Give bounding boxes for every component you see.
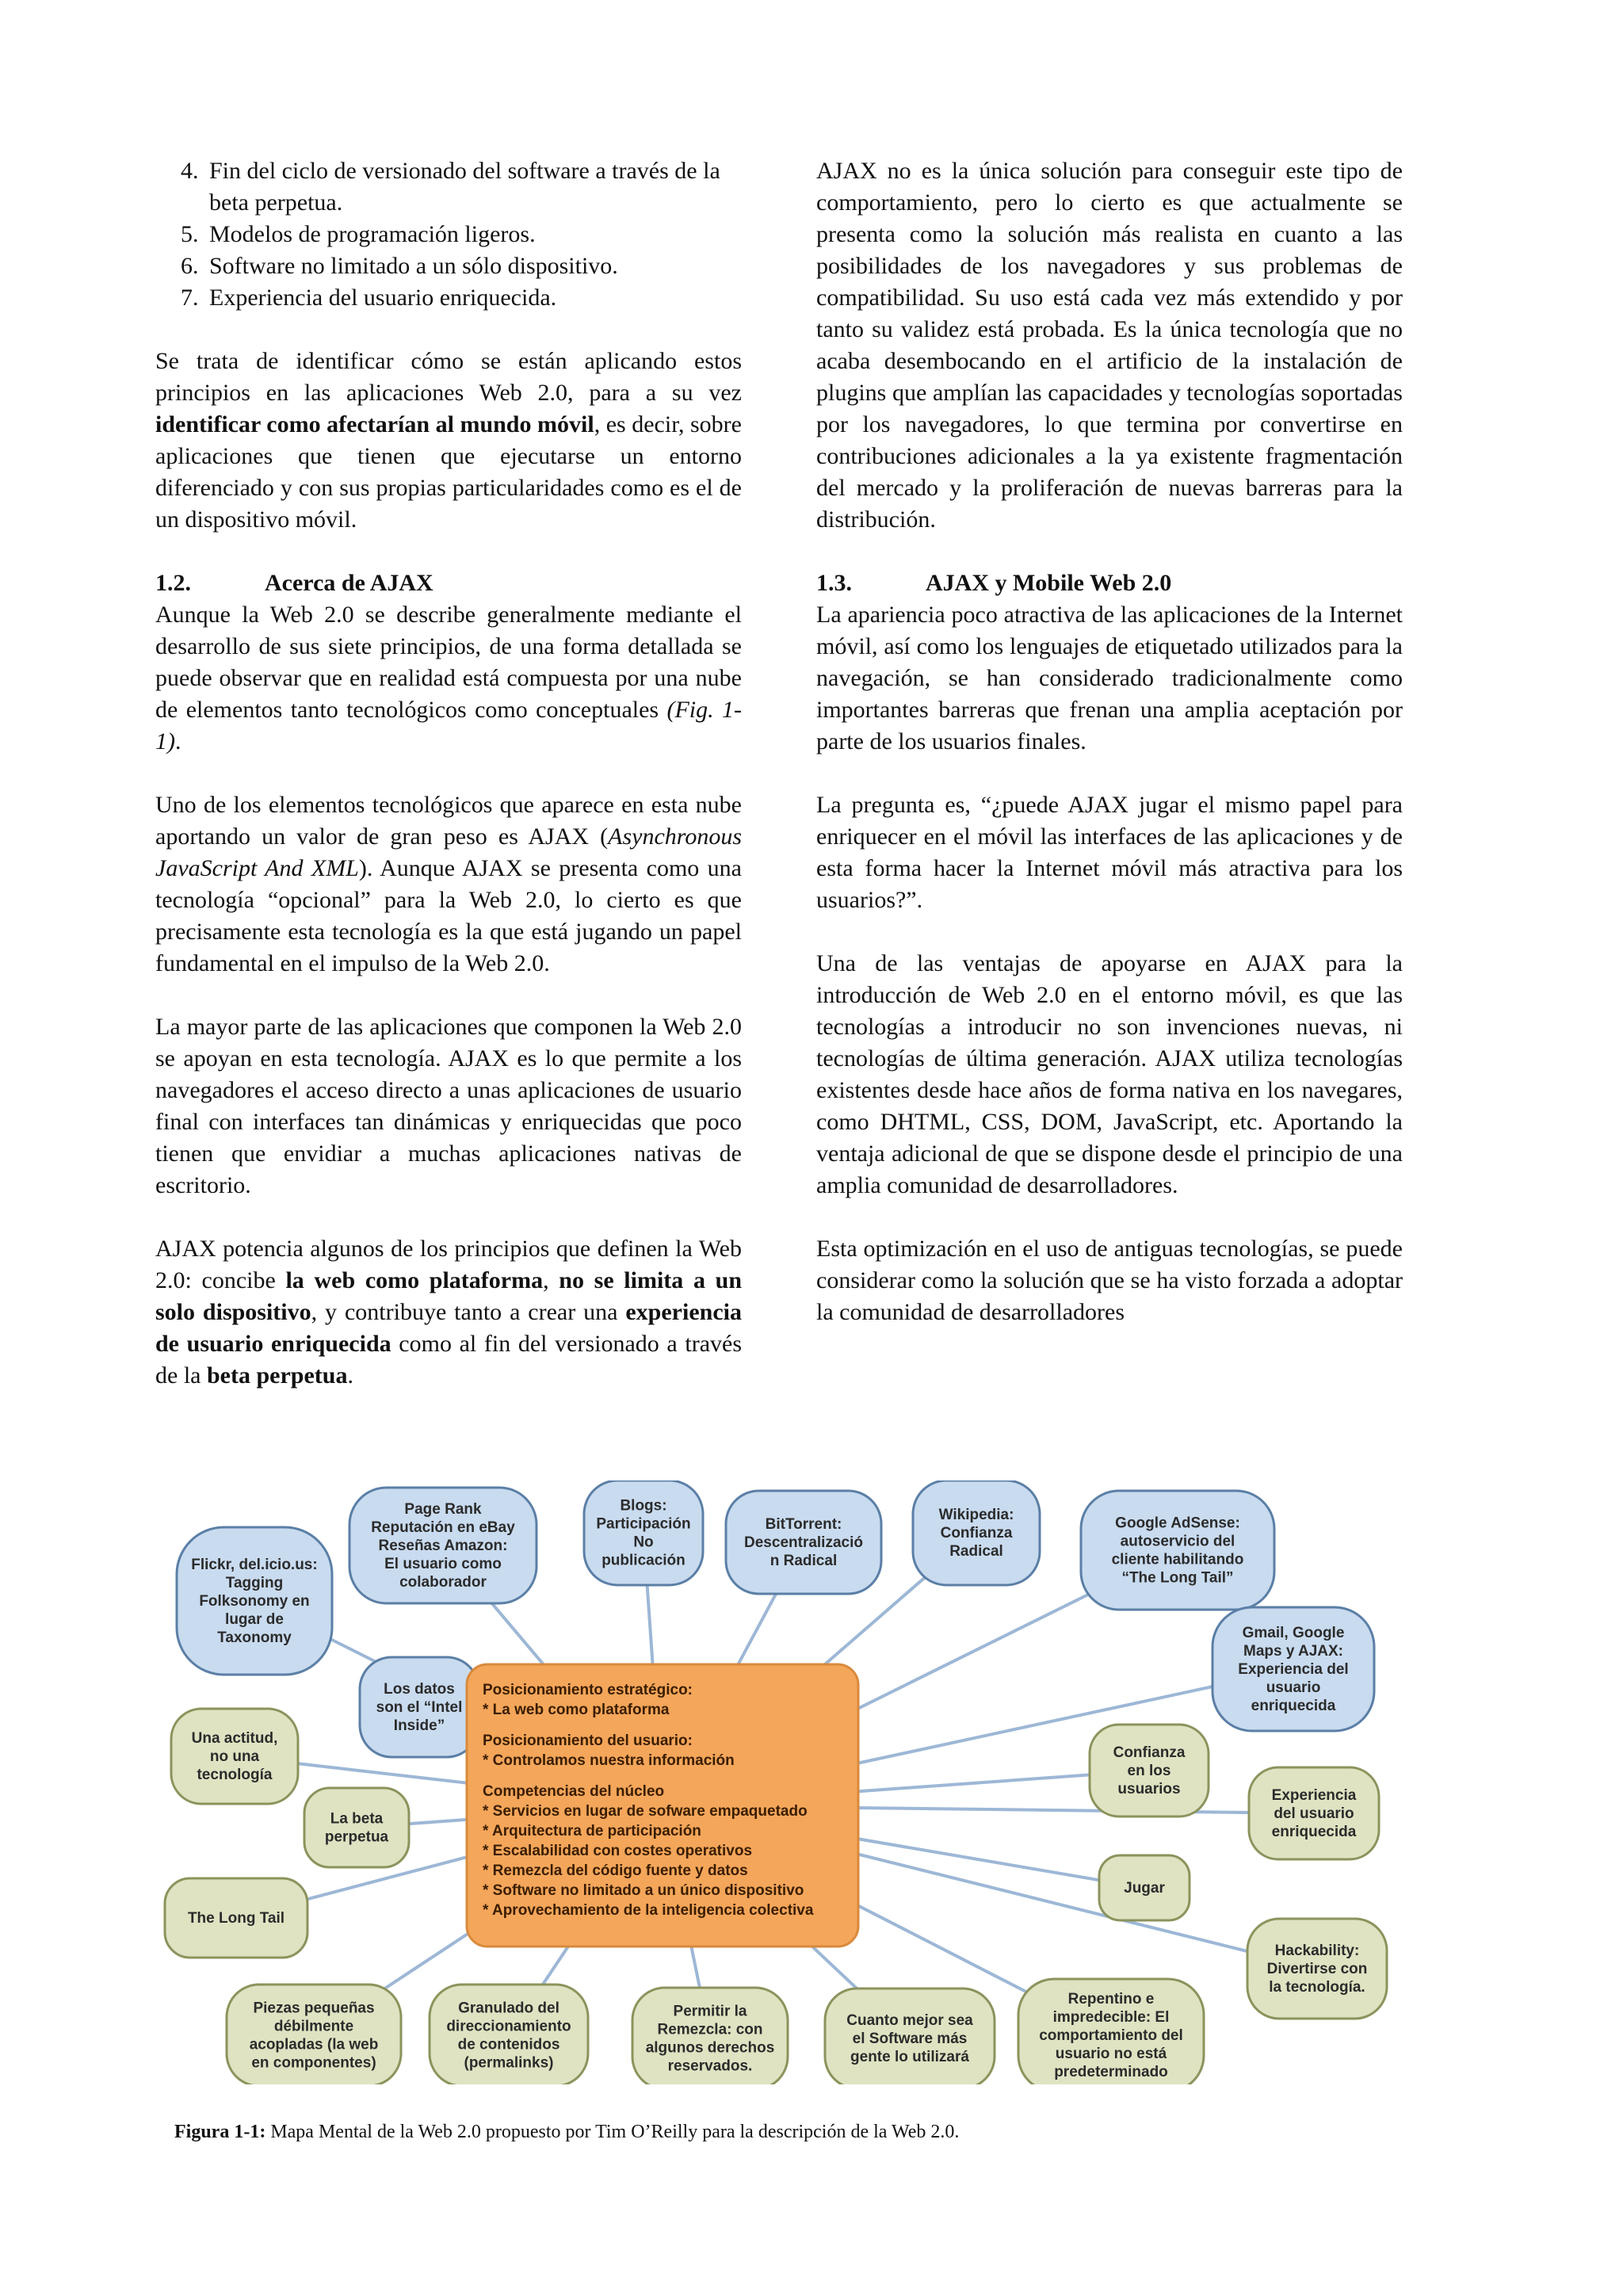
bubble-label: Confianza [940,1525,1013,1541]
center-box-line: * Software no limitado a un único dispositivo [483,1882,804,1899]
bubble-shape [304,1788,409,1867]
mindmap-bubble [632,1988,788,2084]
paragraph-ajax: Uno de los elementos tecnológicos que aparece en esta nube aportando un valor de gran peso es AJAX (Asynchronous JavaScript And XML). Aunque AJAX se presenta como una tecnología “opcional” para la Web 2.0, lo cierto es que precisamente esta tecnología es la que está jugando un papel fundamental en el impulso de la Web 2.0. [155,792,742,976]
list-item: 7. Experiencia del usuario enriquecida. [204,282,742,314]
center-box-line: * Servicios en lugar de sofware empaquetado [483,1803,808,1820]
paragraph-apps: La mayor parte de las aplicaciones que componen la Web 2.0 se apoyan en esta tecnología. AJAX es lo que permite a los navegadores el acceso directo a unas aplicaciones de usuario final con interfaces tan dinámicas y enriquecidas que poco tienen que envidiar a muchas aplicaciones nativas de escritorio. [155,1014,742,1198]
bubble-label: Gmail, Google [1242,1625,1345,1641]
mindmap-bubble [1212,1607,1374,1731]
bubble-label: cliente habilitando [1111,1551,1244,1568]
center-box-line: Posicionamiento del usuario: [483,1733,693,1749]
bubble-label: lugar de [225,1611,284,1628]
bubble-label: acopladas (la web [249,2036,379,2053]
section-heading-1-2 [155,567,742,599]
mindmap-bubble [1081,1491,1274,1610]
paragraph-question: La pregunta es, “¿puede AJAX jugar el mismo papel para enriquecer en el móvil las interfaces de las aplicaciones y de esta forma hacer la Internet móvil más atractiva para los usuarios?”. [816,792,1403,913]
bubble-label: n Radical [769,1553,838,1569]
bubble-label: Reseñas Amazon: [378,1538,508,1554]
bubble-label: Maps y AJAX: [1243,1643,1343,1660]
bubble-label: Flickr, del.icio.us: [191,1557,318,1573]
bubble-label: Piezas pequeñas [253,2000,375,2017]
bubble-label: algunos derechos [645,2039,775,2057]
bubble-label: enriquecida [1251,1698,1336,1714]
bubble-shape [1081,1491,1274,1610]
paragraph-solution: AJAX no es la única solución para conseguir este tipo de comportamiento, pero lo cierto es que actualmente se presenta como la solución más realista en cuanto a las posibilidades de los navegadores y sus problemas de compatibilidad. Su uso está cada vez más extendido y por tanto su validez está probada. Es la única tecnología que no acaba desembocando en el artificio de la instalación de plugins que amplían las capacidades y tecnologías soportadas por los navegadores, lo que termina por convertirse en contribuciones adicionales a la ya existente fragmentación del mercado y la proliferación de nuevas barreras para la distribución. [816,158,1403,533]
bubble-label: The Long Tail [187,1910,285,1927]
bubble-label: usuario [1266,1679,1321,1696]
paragraph-optimization: Esta optimización en el uso de antiguas tecnologías, se puede considerar como la solución que se ha visto forzada a adoptar la comunidad de desarrolladores [816,1236,1403,1325]
bubble-label: de contenidos [457,2036,560,2053]
bubble-label: (permalinks) [464,2054,554,2072]
bubble-label: impredecible: El [1052,2009,1170,2026]
bubble-label: No [633,1534,654,1551]
bubble-label: Repentino e [1067,1991,1155,2008]
center-box-line: Competencias del núcleo [483,1783,665,1800]
mindmap-bubble [1247,1919,1387,2019]
bubble-label: El usuario como [384,1556,502,1572]
center-box-line: Posicionamiento estratégico: [483,1682,693,1698]
bubble-label: “The Long Tail” [1121,1569,1234,1587]
paragraph-identify: Se trata de identificar cómo se están aplicando estos principios en las aplicaciones Web 2.0, para a su vez identificar como afectarían al mundo móvil, es decir, sobre aplicaciones que tienen que ejecutarse un entorno diferenciado y con sus propias particularidades como es el de un dispositivo móvil. [155,348,742,533]
bubble-label: en los [1127,1763,1171,1779]
bubble-label: Cuanto mejor sea [846,2012,973,2029]
caption-label: Figura 1-1: [174,2122,266,2142]
mindmap-bubble [177,1527,332,1675]
bubble-label: Granulado del [458,2000,559,2017]
bubble-label: en componentes) [251,2054,376,2072]
section-title: AJAX y Mobile Web 2.0 [926,570,1172,596]
bubble-label: BitTorrent: [765,1516,842,1533]
bubble-label: publicación [601,1552,685,1569]
bubble-label: Experiencia del [1238,1661,1349,1678]
mindmap-bubble [584,1480,703,1585]
mindmap-svg [163,1480,1388,2084]
bubble-label: tecnología [197,1767,273,1783]
mindmap-bubble [227,1985,401,2084]
bubble-label: no una [209,1748,260,1765]
center-box-line: * Arquitectura de participación [483,1823,701,1839]
bubble-label: Taxonomy [217,1629,292,1646]
bubble-label: la tecnología. [1269,1979,1365,1996]
mindmap-bubble [726,1491,881,1594]
paragraph-appearance: La apariencia poco atractiva de las aplicaciones de la Internet móvil, así como los lenguajes de etiquetado utilizados para la navegación, se han considerado tradicionalmente como importantes barreras que frenan una amplia aceptación por parte de los usuarios finales. [816,602,1403,755]
center-box-line: * Escalabilidad con costes operativos [483,1843,753,1859]
bubble-label: Permitir la [673,2003,747,2020]
paragraph-cloud: Aunque la Web 2.0 se describe generalmente mediante el desarrollo de sus siete principios, de una forma detallada se puede observar que en realidad está compuesta por una nube de elementos tanto tecnológicos como conceptuales (Fig. 1-1). [155,602,742,755]
bubble-label: son el “Intel [376,1699,463,1716]
bubble-label: Divertirse con [1266,1961,1368,1977]
list-item: 6. Software no limitado a un sólo dispositivo. [204,250,742,282]
mindmap-bubble [1249,1767,1379,1859]
mindmap-bubble [349,1488,537,1603]
bubble-label: Los datos [384,1681,455,1698]
section-heading-1-3 [816,567,1403,599]
bubble-label: Radical [949,1543,1003,1560]
bubble-label: perpetua [324,1828,389,1846]
section-title: Acerca de AJAX [265,570,433,596]
bubble-label: Page Rank [404,1501,482,1518]
bubble-label: Hackability: [1274,1943,1360,1959]
center-box-line: * Aprovechamiento de la inteligencia colectiva [483,1902,814,1919]
mindmap-bubble [165,1878,307,1958]
section-number: 1.3. [816,570,852,596]
bubble-label: del usuario [1274,1805,1354,1822]
center-box-line: * Remezcla del código fuente y datos [483,1862,748,1879]
bubble-label: comportamiento del [1039,2027,1183,2044]
mindmap-bubble [913,1480,1040,1585]
left-column [155,155,742,1392]
bubble-label: Blogs: [620,1497,667,1515]
bubble-label: Experiencia [1271,1787,1357,1804]
bubble-label: Wikipedia: [938,1507,1014,1523]
web2-mindmap-figure [163,1480,1388,2084]
bubble-label: Remezcla: con [657,2021,763,2038]
bubble-label: enriquecida [1271,1824,1357,1840]
list-item: 4. Fin del ciclo de versionado del software a través de la beta perpetua. [204,155,742,219]
mindmap-bubble [1018,1979,1204,2084]
bubble-label: débilmente [273,2018,354,2035]
bubble-label: Participación [596,1515,691,1533]
bubble-label: Inside” [393,1717,445,1734]
bubble-label: Confianza [1113,1744,1186,1761]
bubble-label: colaborador [399,1574,487,1591]
bubble-label: Tagging [225,1575,284,1591]
mindmap-bubble [360,1657,479,1757]
bubble-label: Descentralizació [744,1534,863,1551]
bubble-label: Reputación en eBay [371,1519,515,1536]
mindmap-bubble [171,1709,298,1804]
principles-list [155,155,742,314]
mindmap-bubble [825,1988,995,2084]
bubble-label: autoservicio del [1120,1533,1235,1550]
mindmap-bubble [1099,1855,1190,1920]
mindmap-bubble [1090,1725,1209,1817]
section-number: 1.2. [155,570,191,596]
mindmap-bubble [430,1985,588,2084]
bubble-label: Jugar [1124,1880,1165,1897]
bubble-label: usuarios [1117,1781,1181,1797]
bubble-label: La beta [330,1810,384,1828]
bubble-label: el Software más [852,2030,968,2047]
caption-text: Mapa Mental de la Web 2.0 propuesto por Tim O’Reilly para la descripción de la Web 2.0. [265,2122,960,2142]
bubble-label: Google AdSense: [1115,1515,1240,1532]
paragraph-potencia: AJAX potencia algunos de los principios que definen la Web 2.0: concibe la web como plataforma, no se limita a un solo dispositivo, y contribuye tanto a crear una experiencia de usuario enriquecida como al fin del versionado a través de la beta perpetua. [155,1236,742,1389]
bubble-label: Una actitud, [191,1730,278,1747]
list-item: 5. Modelos de programación ligeros. [204,219,742,250]
bubble-shape [584,1480,703,1585]
paragraph-advantages: Una de las ventajas de apoyarse en AJAX para la introducción de Web 2.0 en el entorno móvil, es que las tecnologías a introducir no son invenciones nuevas, ni tecnologías de última generación. AJAX utiliza tecnologías existentes desde hace años de forma nativa en los navegares, como DHTML, CSS, DOM, JavaScript, etc. Aportando la ventaja adicional de que se dispone desde el principio de una amplia comunidad de desarrolladores. [816,950,1403,1198]
bubble-label: Folksonomy en [199,1593,310,1610]
mindmap-center-box [467,1664,858,1946]
right-column [816,155,1403,1328]
bubble-label: direccionamiento [446,2018,571,2035]
center-box-line: * La web como plataforma [483,1702,670,1718]
bubble-label: predeterminado [1054,2064,1168,2080]
bubble-label: usuario no está [1055,2046,1167,2062]
center-box-line: * Controlamos nuestra información [483,1752,735,1769]
bubble-label: reservados. [667,2057,753,2075]
mindmap-bubble [304,1788,409,1867]
figure-caption [174,2119,1522,2145]
bubble-label: gente lo utilizará [850,2049,969,2065]
